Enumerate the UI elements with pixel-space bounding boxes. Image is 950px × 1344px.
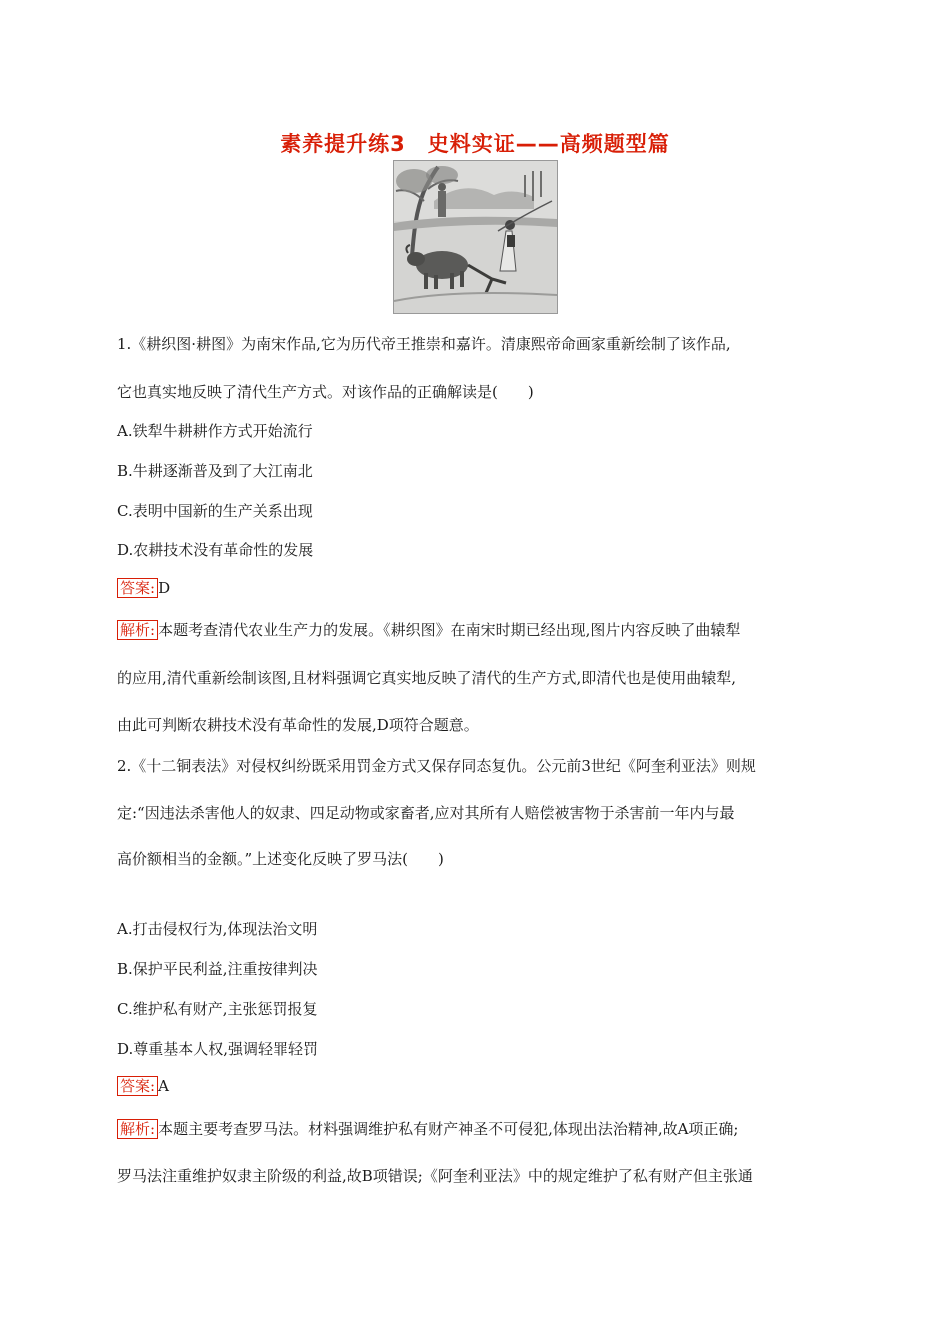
q1-analysis-label: 解析: xyxy=(117,620,158,640)
q2-option-a: A.打击侵权行为,体现法治文明 xyxy=(117,920,318,938)
q1-analysis-line-2: 的应用,清代重新绘制该图,且材料强调它真实地反映了清代的生产方式,即清代也是使用曲辕犁, xyxy=(117,669,737,687)
q2-stem-line-3: 高价额相当的金额。”上述变化反映了罗马法( ) xyxy=(117,850,444,868)
q2-option-c: C.维护私有财产,主张惩罚报复 xyxy=(117,1000,318,1018)
q1-analysis-line-1 xyxy=(117,619,740,640)
q2-analysis-line-2: 罗马法注重维护奴隶主阶级的利益,故B项错误;《阿奎利亚法》中的规定维护了私有财产但主张通 xyxy=(117,1167,753,1185)
q2-analysis-text-1: 本题主要考查罗马法。材料强调维护私有财产神圣不可侵犯,体现出法治精神,故A项正确; xyxy=(158,1120,739,1138)
q2-answer xyxy=(117,1076,169,1096)
q1-option-c: C.表明中国新的生产关系出现 xyxy=(117,502,313,520)
q2-answer-value: A xyxy=(158,1077,169,1095)
q2-analysis-label: 解析: xyxy=(117,1119,158,1139)
q1-stem-line-2: 它也真实地反映了清代生产方式。对该作品的正确解读是( ) xyxy=(117,383,534,401)
q1-answer-label: 答案: xyxy=(117,578,158,598)
painting-illustration xyxy=(394,161,557,313)
q2-stem-line-2: 定:“因违法杀害他人的奴隶、四足动物或家畜者,应对其所有人赔偿被害物于杀害前一年内与最 xyxy=(117,804,735,822)
q2-stem-line-1: 2.《十二铜表法》对侵权纠纷既采用罚金方式又保存同态复仇。公元前3世纪《阿奎利亚法》则规 xyxy=(117,757,756,775)
q1-analysis-line-3: 由此可判断农耕技术没有革命性的发展,D项符合题意。 xyxy=(117,716,479,734)
q2-option-b: B.保护平民利益,注重按律判决 xyxy=(117,960,318,978)
q2-analysis-line-1 xyxy=(117,1118,739,1139)
gengzhi-painting-image xyxy=(393,160,558,314)
q1-analysis-text-1: 本题考查清代农业生产力的发展。《耕织图》在南宋时期已经出现,图片内容反映了曲辕犁 xyxy=(158,621,741,639)
q1-answer-value: D xyxy=(158,579,171,597)
q1-option-a: A.铁犁牛耕耕作方式开始流行 xyxy=(117,422,313,440)
q1-answer xyxy=(117,578,170,598)
q1-option-b: B.牛耕逐渐普及到了大江南北 xyxy=(117,462,313,480)
q2-answer-label: 答案: xyxy=(117,1076,158,1096)
page-title: 素养提升练3 史料实证——高频题型篇 xyxy=(280,132,670,156)
q1-option-d: D.农耕技术没有革命性的发展 xyxy=(117,541,314,559)
q2-option-d: D.尊重基本人权,强调轻罪轻罚 xyxy=(117,1040,319,1058)
q1-stem-line-1: 1.《耕织图·耕图》为南宋作品,它为历代帝王推崇和嘉许。清康熙帝命画家重新绘制了该作品, xyxy=(117,335,731,353)
